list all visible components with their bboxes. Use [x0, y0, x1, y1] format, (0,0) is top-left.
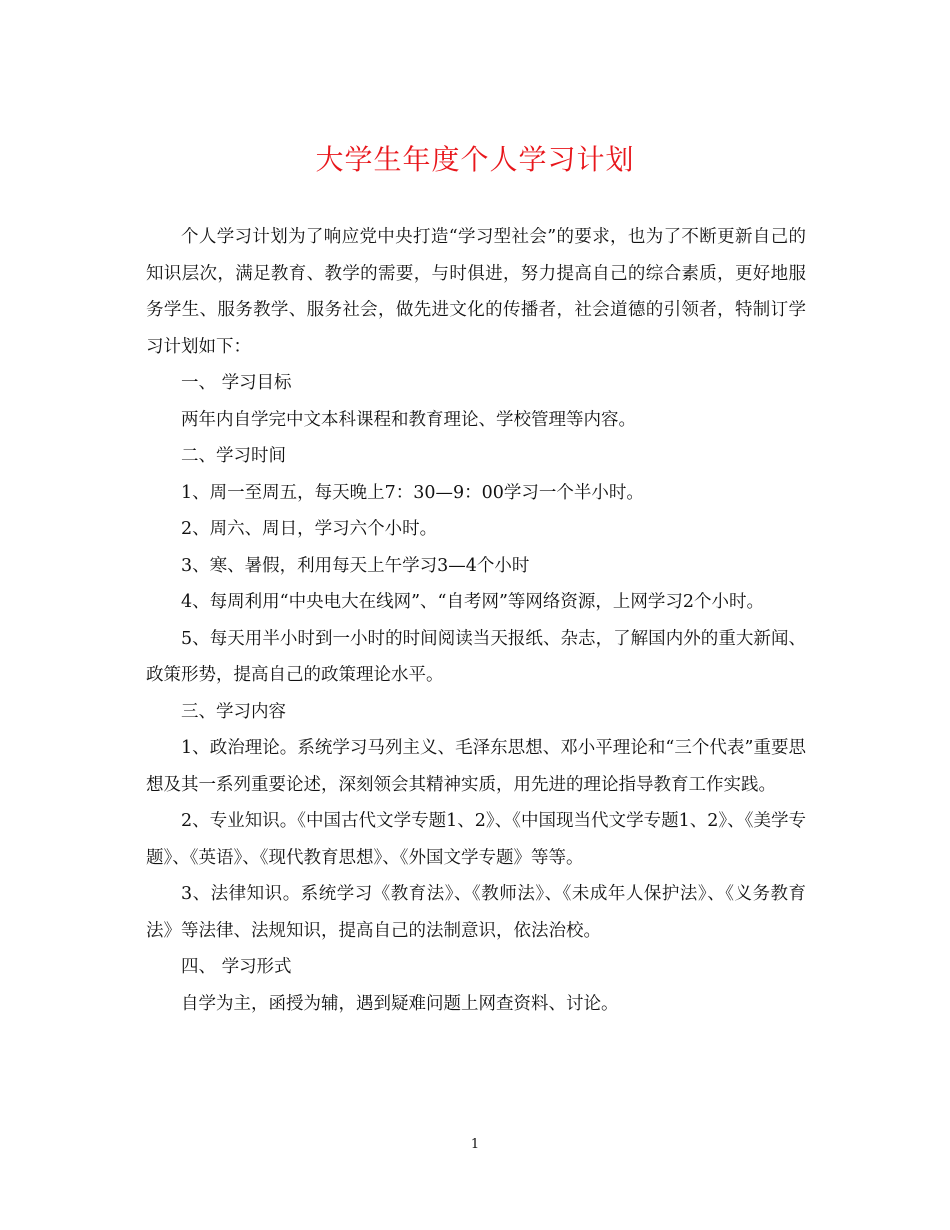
heading-learning-time: 二、学习时间 [181, 446, 286, 466]
list-item-time-2: 2、周六、周日，学习六个小时。 [181, 519, 438, 539]
list-item-time-4: 4、每周利用“中央电大在线网”、“自考网”等网络资源，上网学习2个小时。 [181, 592, 765, 612]
list-item-content-2: 2、专业知识。《中国古代文学专题1、2》、《中国现当代文学专题1、2》、《美学专题》、《英语》、《现代教育思想》、《外国文学专题》等等。 [146, 811, 806, 868]
heading-learning-content: 三、学习内容 [181, 701, 286, 722]
list-item-content-3: 3、法律知识。系统学习《教育法》、《教师法》、《未成年人保护法》、《义务教育法》等法律、法规知识，提高自己的法制意识，依法治校。 [146, 884, 806, 941]
page-number: 1 [470, 1137, 480, 1152]
list-item-time-1: 1、周一至周五，每天晚上7：30—9：00学习一个半小时。 [181, 482, 644, 503]
paragraph-intro: 个人学习计划为了响应党中央打造“学习型社会”的要求，也为了不断更新自己的知识层次，满足教育、教学的需要，与时俱进，努力提高自己的综合素质，更好地服务学生、服务教学、服务社会，做先进文化的传播者，社会道德的引领者，特制订学习计划如下： [146, 227, 806, 357]
paragraph-goal: 两年内自学完中文本科课程和教育理论、学校管理等内容。 [181, 409, 636, 430]
paragraph-form: 自学为主，函授为辅，遇到疑难问题上网查资料、讨论。 [181, 993, 619, 1014]
list-item-time-3: 3、寒、暑假，利用每天上午学习3—4个小时 [181, 555, 530, 576]
document-body [146, 219, 806, 1022]
heading-learning-goal: 一、 学习目标 [181, 373, 292, 393]
document-title: 大学生年度个人学习计划 [315, 143, 635, 176]
list-item-content-1: 1、政治理论。系统学习马列主义、毛泽东思想、邓小平理论和“三个代表”重要思想及其一系列重要论述，深刻领会其精神实质，用先进的理论指导教育工作实践。 [146, 738, 806, 795]
list-item-time-5: 5、每天用半小时到一小时的时间阅读当天报纸、杂志，了解国内外的重大新闻、政策形势，提高自己的政策理论水平。 [146, 628, 806, 685]
heading-learning-form: 四、 学习形式 [181, 957, 292, 977]
